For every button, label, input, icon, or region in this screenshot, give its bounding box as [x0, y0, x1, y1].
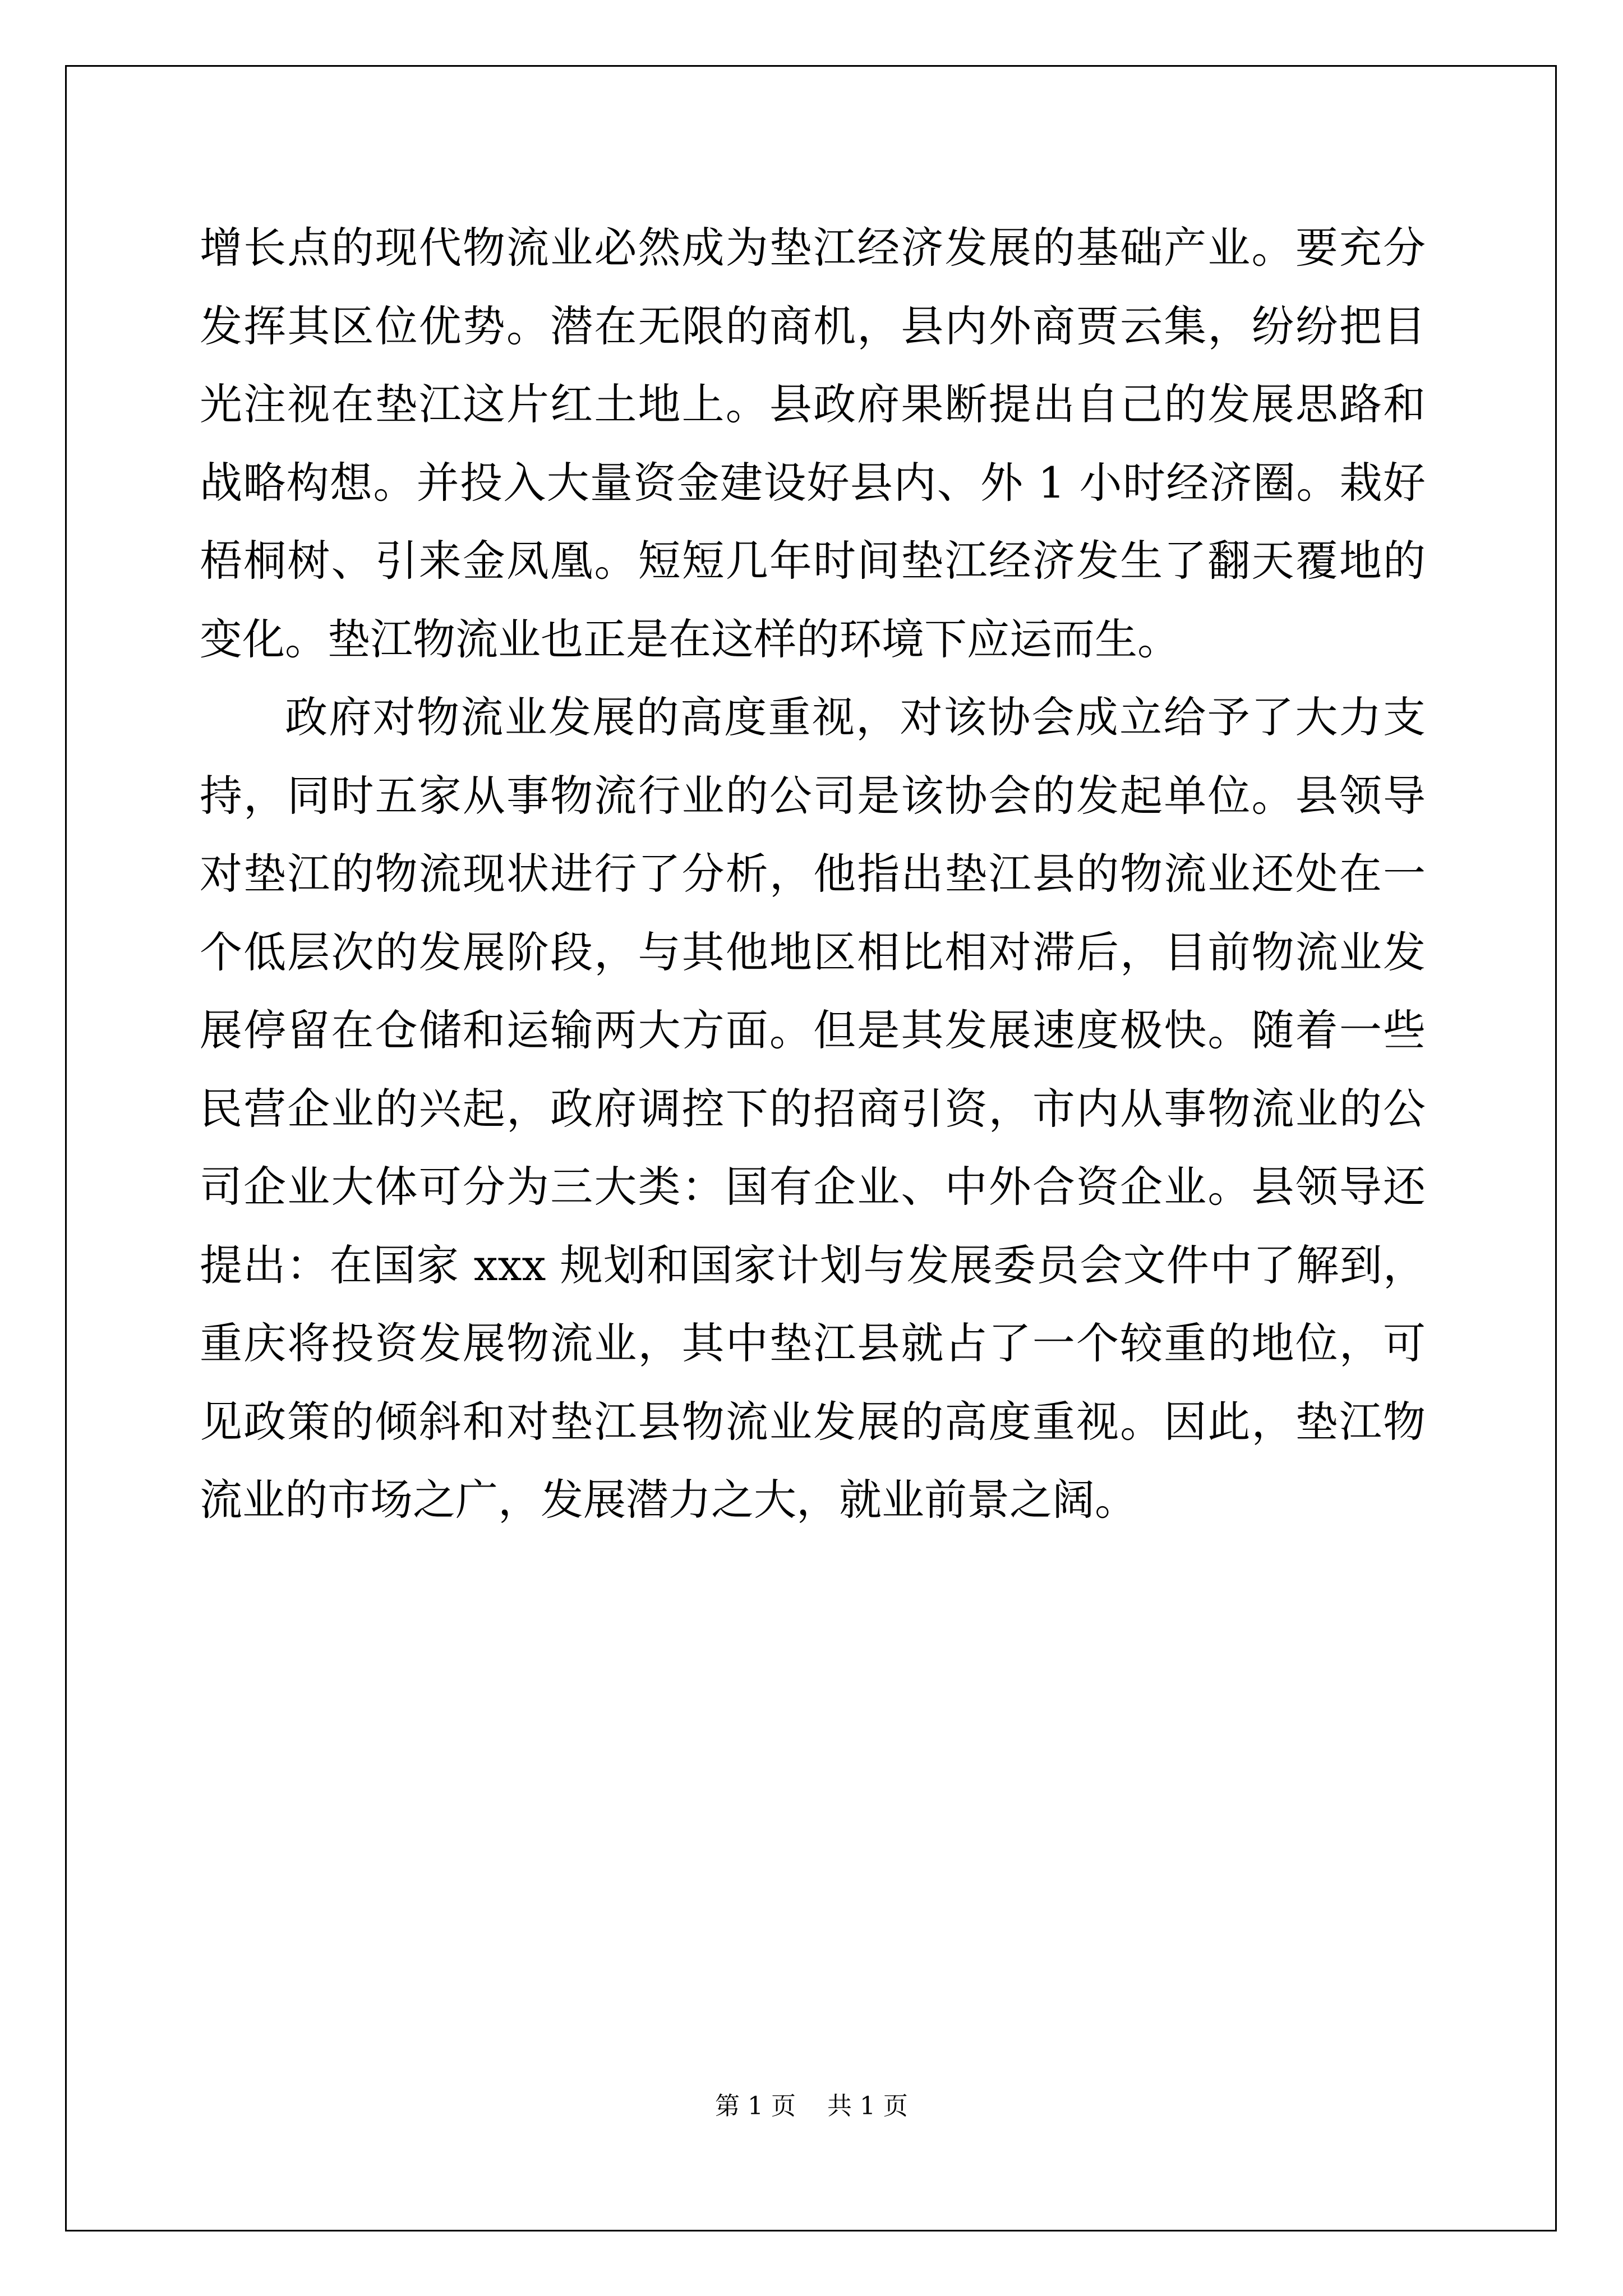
document-body	[200, 209, 1426, 1539]
paragraph-1: 增长点的现代物流业必然成为垫江经济发展的基础产业。要充分发挥其区位优势。潜在无限的商机，县内外商贾云集，纷纷把目光注视在垫江这片红土地上。县政府果断提出自己的发展思路和战略构想。并投入大量资金建设好县内、外 1 小时经济圈。栽好梧桐树、引来金凤凰。短短几年时间垫江经济发生了翻天覆地的变化。垫江物流业也正是在这样的环境下应运而生。	[200, 223, 1426, 664]
page-footer: 第 1 页 共 1 页	[715, 2092, 908, 2120]
paragraph-2: 政府对物流业发展的高度重视，对该协会成立给予了大力支持，同时五家从事物流行业的公司是该协会的发起单位。县领导对垫江的物流现状进行了分析，他指出垫江县的物流业还处在一个低层次的发展阶段，与其他地区相比相对滞后，目前物流业发展停留在仓储和运输两大方面。但是其发展速度极快。随着一些民营企业的兴起，政府调控下的招商引资，市内从事物流业的公司企业大体可分为三大类：国有企业、中外合资企业。县领导还提出：在国家 xxx 规划和国家计划与发展委员会文件中了解到，重庆将投资发展物流业，其中垫江县就占了一个较重的地位，可见政策的倾斜和对垫江县物流业发展的高度重视。因此，垫江物流业的市场之广，发展潜力之大，就业前景之阔。	[200, 692, 1426, 1525]
